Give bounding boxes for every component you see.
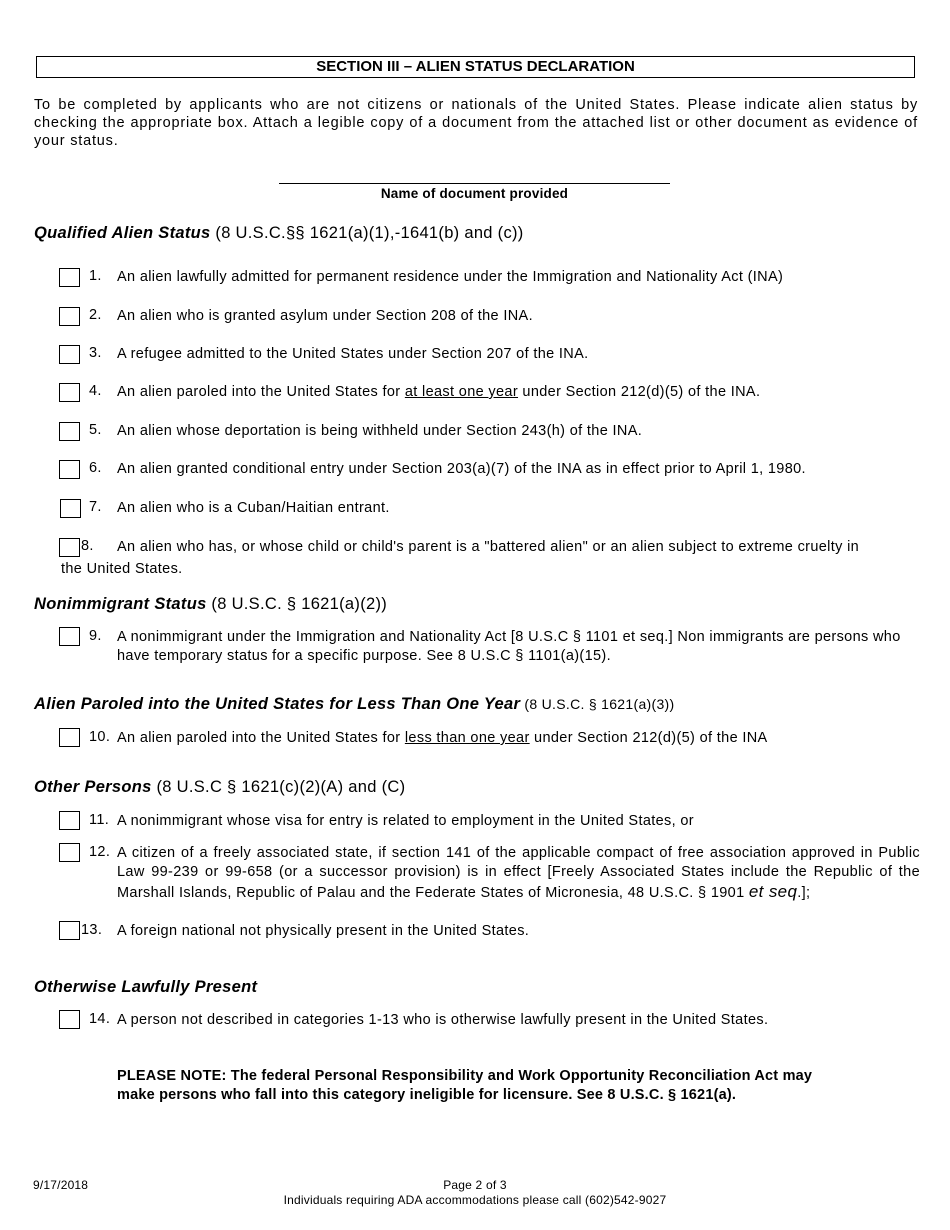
- item-10-text-pre: An alien paroled into the United States for: [117, 730, 405, 746]
- checkbox-item-14[interactable]: [59, 1010, 80, 1029]
- item-10-text: [117, 729, 920, 748]
- heading-other-persons: [34, 778, 405, 797]
- item-4-text-pre: An alien paroled into the United States for: [117, 384, 405, 400]
- item-number: 8.: [81, 538, 94, 554]
- document-name-line[interactable]: [279, 183, 670, 184]
- heading-nonimmigrant-citation: (8 U.S.C. § 1621(a)(2)): [206, 595, 388, 613]
- item-10-underlined-duration: less than one year: [404, 730, 530, 746]
- checkbox-item-6[interactable]: [59, 460, 80, 479]
- checkbox-item-9[interactable]: [59, 627, 80, 646]
- item-2-text: An alien who is granted asylum under Section 208 of the INA.: [117, 308, 533, 324]
- item-number: 3.: [89, 345, 102, 361]
- item-number: 5.: [89, 422, 102, 438]
- item-6-text: An alien granted conditional entry under Section 203(a)(7) of the INA as in effect prior to April 1, 1980.: [117, 461, 806, 477]
- heading-nonimmigrant-title: Nonimmigrant Status: [34, 595, 207, 613]
- item-12-text-post: .];: [797, 885, 811, 901]
- checkbox-item-8[interactable]: [59, 538, 80, 557]
- heading-nonimmigrant: [34, 595, 387, 614]
- checkbox-item-10[interactable]: [59, 728, 80, 747]
- checkbox-item-11[interactable]: [59, 811, 80, 830]
- item-12-italic-et-seq: et seq: [748, 882, 798, 901]
- item-11-text: A nonimmigrant whose visa for entry is related to employment in the United States, or: [117, 813, 694, 829]
- heading-qualified-citation: (8 U.S.C.§§ 1621(a)(1),-1641(b) and (c)): [210, 224, 524, 242]
- heading-qualified-title: Qualified Alien Status: [34, 224, 211, 242]
- item-12-text: [117, 844, 920, 903]
- item-number: 11.: [89, 812, 110, 828]
- item-number: 10.: [89, 729, 111, 745]
- item-4-text-post: under Section 212(d)(5) of the INA.: [518, 384, 761, 400]
- item-number: 14.: [89, 1011, 111, 1027]
- item-13-text: A foreign national not physically present in the United States.: [117, 923, 530, 939]
- checkbox-item-3[interactable]: [59, 345, 80, 364]
- checkbox-item-1[interactable]: [59, 268, 80, 287]
- heading-paroled-alien: [34, 695, 674, 714]
- item-7-text: An alien who is a Cuban/Haitian entrant.: [117, 500, 390, 516]
- intro-paragraph: To be completed by applicants who are not citizens or nationals of the United States. Please indicate alien status by checking the appropriate box. Attach a legible copy of a document from the attached list or other document as evidence of your status.: [34, 97, 918, 149]
- checkbox-item-5[interactable]: [59, 422, 80, 441]
- please-note: PLEASE NOTE: The federal Personal Responsibility and Work Opportunity Reconciliation Act may make persons who fall into this category ineligible for licensure. See 8 U.S.C. § 1621(a).: [117, 1068, 813, 1103]
- item-4-text: [117, 383, 920, 402]
- item-number: 7.: [89, 499, 102, 515]
- item-9-text: A nonimmigrant under the Immigration and Nationality Act [8 U.S.C § 1101 et seq.] Non immigrants are persons who have temporary status for a specific purpose. See 8 U.S.C § 1101(a)(15).: [117, 629, 901, 664]
- heading-qualified-alien: [34, 224, 524, 243]
- item-1-text: An alien lawfully admitted for permanent residence under the Immigration and Nationality Act (INA): [117, 269, 784, 285]
- footer-page-number: Page 2 of 3: [443, 1178, 507, 1192]
- checkbox-item-12[interactable]: [59, 843, 80, 862]
- checkbox-item-2[interactable]: [59, 307, 80, 326]
- item-14-text: A person not described in categories 1-13 who is otherwise lawfully present in the United States.: [117, 1012, 769, 1028]
- item-number: 1.: [89, 268, 102, 284]
- item-number: 13.: [81, 922, 103, 938]
- item-3-text: A refugee admitted to the United States under Section 207 of the INA.: [117, 346, 589, 362]
- item-4-underlined-duration: at least one year: [404, 384, 519, 400]
- checkbox-item-4[interactable]: [59, 383, 80, 402]
- heading-paroled-citation: (8 U.S.C. § 1621(a)(3)): [520, 696, 675, 712]
- item-8-text-continuation: the United States.: [61, 561, 183, 577]
- footer-ada-notice: Individuals requiring ADA accommodations please call (602)542-9027: [283, 1193, 667, 1207]
- item-10-text-post: under Section 212(d)(5) of the INA: [529, 730, 768, 746]
- heading-lawful-title: Otherwise Lawfully Present: [34, 978, 258, 996]
- checkbox-item-13[interactable]: [59, 921, 80, 940]
- section-title: SECTION III – ALIEN STATUS DECLARATION: [36, 56, 915, 78]
- footer-date: 9/17/2018: [33, 1178, 89, 1192]
- checkbox-item-7[interactable]: [60, 499, 81, 518]
- item-number: 6.: [89, 460, 102, 476]
- item-number: 12.: [89, 844, 111, 860]
- item-number: 9.: [89, 628, 102, 644]
- heading-lawfully-present: [34, 978, 257, 997]
- item-5-text: An alien whose deportation is being withheld under Section 243(h) of the INA.: [117, 423, 643, 439]
- heading-other-title: Other Persons: [34, 778, 152, 796]
- item-number: 4.: [89, 383, 102, 399]
- document-name-label: Name of document provided: [380, 186, 569, 201]
- item-number: 2.: [89, 307, 102, 323]
- heading-paroled-title: Alien Paroled into the United States for Less Than One Year: [34, 695, 521, 713]
- item-12-text-pre: A citizen of a freely associated state, if section 141 of the applicable compact of free association approved in Public Law 99-239 or 99-658 (or a successor provision) is in effect [Freely Associated States include the Republic of the Marshall Islands, Republic of Palau and the Federate States of Micronesia, 48 U.S.C. § 1901: [117, 845, 920, 901]
- heading-other-citation: (8 U.S.C § 1621(c)(2)(A) and (C): [151, 778, 406, 796]
- item-8-text: An alien who has, or whose child or child's parent is a "battered alien" or an alien subject to extreme cruelty in: [117, 539, 860, 555]
